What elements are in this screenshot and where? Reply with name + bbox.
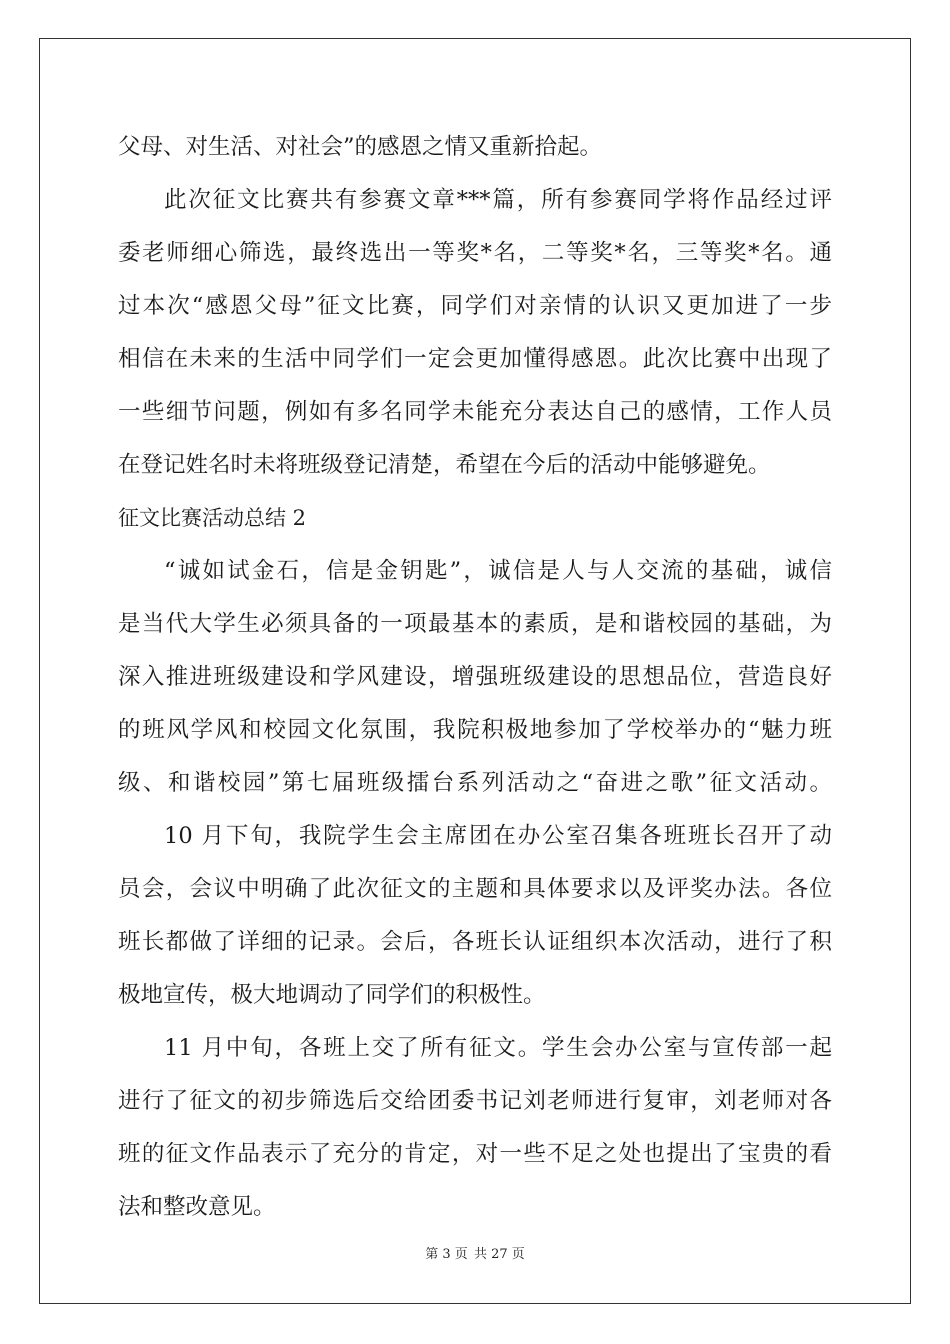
text-line: 一些细节问题，例如有多名同学未能充分表达自己的感情，工作人员 (118, 399, 832, 425)
text-line: 此次征文比赛共有参赛文章***篇，所有参赛同学将作品经过评 (164, 187, 832, 213)
page-footer (0, 1243, 950, 1262)
text-line: 深入推进班级建设和学风建设，增强班级建设的思想品位，营造良好 (118, 664, 832, 690)
text-line: 班的征文作品表示了充分的肯定，对一些不足之处也提出了宝贵的看 (118, 1141, 832, 1167)
text-line: 级、和谐校园”第七届班级擂台系列活动之“奋进之歌”征文活动。 (118, 770, 832, 796)
text-line: 相信在未来的生活中同学们一定会更加懂得感恩。此次比赛中出现了 (118, 346, 832, 372)
text-line: 的班风学风和校园文化氛围，我院积极地参加了学校举办的“魅力班 (118, 717, 832, 743)
text-line: 极地宣传，极大地调动了同学们的积极性。 (118, 982, 546, 1008)
text-line: 员会，会议中明确了此次征文的主题和具体要求以及评奖办法。各位 (118, 876, 832, 902)
page-number: 第 3 页 (425, 1247, 468, 1262)
text-line: 10 月下旬，我院学生会主席团在办公室召集各班班长召开了动 (164, 823, 832, 849)
text-line: 法和整改意见。 (118, 1194, 276, 1220)
section-heading: 征文比赛活动总结 2 (118, 506, 307, 530)
page-total: 共 27 页 (473, 1247, 525, 1262)
text-line: “诚如试金石，信是金钥匙”，诚信是人与人交流的基础，诚信 (164, 558, 832, 584)
text-line: 11 月中旬，各班上交了所有征文。学生会办公室与宣传部一起 (164, 1035, 832, 1061)
document-body (118, 121, 832, 1234)
text-line: 父母、对生活、对社会”的感恩之情又重新拾起。 (118, 134, 603, 160)
text-line: 班长都做了详细的记录。会后，各班长认证组织本次活动，进行了积 (118, 929, 832, 955)
text-line: 在登记姓名时未将班级登记清楚，希望在今后的活动中能够避免。 (118, 452, 771, 478)
text-line: 进行了征文的初步筛选后交给团委书记刘老师进行复审，刘老师对各 (118, 1088, 832, 1114)
text-line: 委老师细心筛选，最终选出一等奖*名，二等奖*名，三等奖*名。通 (118, 240, 832, 266)
text-line: 是当代大学生必须具备的一项最基本的素质，是和谐校园的基础，为 (118, 611, 832, 637)
text-line: 过本次“感恩父母”征文比赛，同学们对亲情的认识又更加进了一步 (118, 293, 832, 319)
